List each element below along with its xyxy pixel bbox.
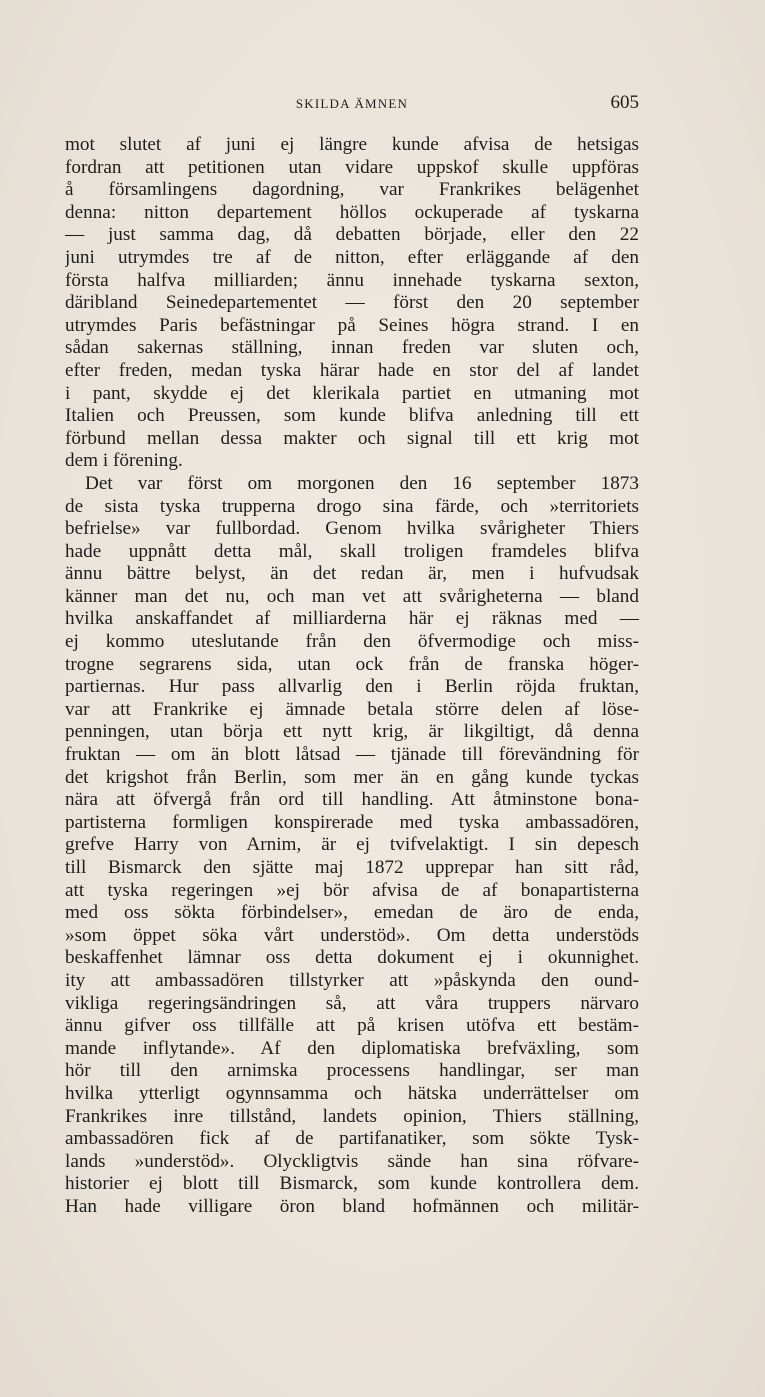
text-line: partisterna formligen konspirerade med tyska ambassadören, bbox=[65, 811, 639, 833]
text-line: efter freden, medan tyska härar hade en stor del af landet bbox=[65, 359, 639, 381]
text-line: befrielse» var fullbordad. Genom hvilka svårigheter Thiers bbox=[65, 518, 639, 540]
body-text bbox=[65, 134, 639, 1219]
text-line: fordran att petitionen utan vidare uppskof skulle uppföras bbox=[65, 156, 639, 178]
text-line: ej kommo uteslutande från den öfvermodige och miss- bbox=[65, 631, 639, 653]
text-line: till Bismarck den sjätte maj 1872 upprepar han sitt råd, bbox=[65, 857, 639, 878]
text-line: å församlingens dagordning, var Frankrikes belägenhet bbox=[65, 179, 639, 201]
text-line: nära att öfvergå från ord till handling. Att åtminstone bona- bbox=[65, 789, 639, 811]
text-line: var att Frankrike ej ämnade betala större delen af löse- bbox=[65, 698, 639, 720]
text-line: partiernas. Hur pass allvarlig den i Berlin röjda fruktan, bbox=[65, 676, 639, 698]
text-line: de sista tyska trupperna drogo sina färde, och »territoriets bbox=[65, 495, 639, 517]
text-line: fruktan — om än blott låtsad — tjänade till förevändning för bbox=[65, 744, 639, 766]
text-line: Frankrikes inre tillstånd, landets opinion, Thiers ställning, bbox=[65, 1105, 639, 1127]
text-line: känner man det nu, och man vet att svårigheterna — bland bbox=[65, 585, 639, 607]
text-line: mot slutet af juni ej längre kunde afvisa de hetsigas bbox=[65, 134, 639, 155]
text-line: trogne segrarens sida, utan ock från de franska höger- bbox=[65, 653, 639, 675]
text-line: penningen, utan börja ett nytt krig, är likgiltigt, då denna bbox=[65, 721, 639, 743]
text-line: sådan sakernas ställning, innan freden var sluten och, bbox=[65, 337, 639, 359]
text-line: det krigshot från Berlin, som mer än en gång kunde tyckas bbox=[65, 766, 639, 788]
text-line: att tyska regeringen »ej bör afvisa de af bonapartisterna bbox=[65, 879, 639, 901]
text-line: dem i förening. bbox=[65, 450, 183, 472]
text-line: historier ej blott till Bismarck, som kunde kontrollera dem. bbox=[65, 1173, 639, 1195]
text-line: »som öppet söka vårt understöd». Om detta understöds bbox=[65, 924, 639, 946]
text-line: Det var först om morgonen den 16 september 1873 bbox=[85, 472, 639, 494]
text-line: Italien och Preussen, som kunde blifva anledning till ett bbox=[65, 405, 639, 427]
text-line: hvilka anskaffandet af milliarderna här ej räknas med — bbox=[65, 608, 639, 630]
text-line: hör till den arnimska processens handlingar, ser man bbox=[65, 1060, 639, 1082]
text-line: förbund mellan dessa makter och signal till ett krig mot bbox=[65, 427, 639, 449]
text-line: Han hade villigare öron bland hofmännen och militär- bbox=[65, 1195, 639, 1217]
text-line: — just samma dag, då debatten började, eller den 22 bbox=[65, 224, 639, 246]
text-line: lands »understöd». Olyckligtvis sände han sina röfvare- bbox=[65, 1150, 639, 1172]
text-line: ity att ambassadören tillstyrker att »påskynda den ound- bbox=[65, 969, 639, 991]
text-line: vikliga regeringsändringen så, att våra truppers närvaro bbox=[65, 992, 639, 1014]
text-line: ambassadören fick af de partifanatiker, som sökte Tysk- bbox=[65, 1128, 639, 1150]
page-header bbox=[65, 92, 639, 116]
text-line: mande inflytande». Af den diplomatiska brefväxling, som bbox=[65, 1037, 639, 1059]
text-line: med oss sökta förbindelser», emedan de äro de enda, bbox=[65, 902, 639, 924]
text-line: juni utrymdes tre af de nitton, efter erläggande af den bbox=[65, 246, 639, 268]
text-line: grefve Harry von Arnim, är ej tvifvelaktigt. I sin depesch bbox=[65, 834, 639, 856]
text-line: hade uppnått detta mål, skall troligen framdeles blifva bbox=[65, 540, 639, 562]
text-line: beskaffenhet lämnar oss detta dokument ej i okunnighet. bbox=[65, 947, 639, 969]
text-line: ännu bättre belyst, än det redan är, men i hufvudsak bbox=[65, 563, 639, 585]
text-line: första halfva milliarden; ännu innehade tyskarna sexton, bbox=[65, 269, 639, 291]
text-line: utrymdes Paris befästningar på Seines högra strand. I en bbox=[65, 314, 639, 336]
page-number: 605 bbox=[610, 92, 639, 113]
running-title: SKILDA ÄMNEN bbox=[295, 96, 409, 111]
text-line: däribland Seinedepartementet — först den 20 september bbox=[65, 292, 639, 314]
text-line: hvilka ytterligt ogynnsamma och hätska underrättelser om bbox=[65, 1082, 639, 1104]
text-line: denna: nitton departement höllos ockuperade af tyskarna bbox=[65, 201, 639, 223]
text-line: ännu gifver oss tillfälle att på krisen utöfva ett bestäm- bbox=[65, 1015, 639, 1037]
text-line: i pant, skydde ej det klerikala partiet en utmaning mot bbox=[65, 382, 639, 404]
